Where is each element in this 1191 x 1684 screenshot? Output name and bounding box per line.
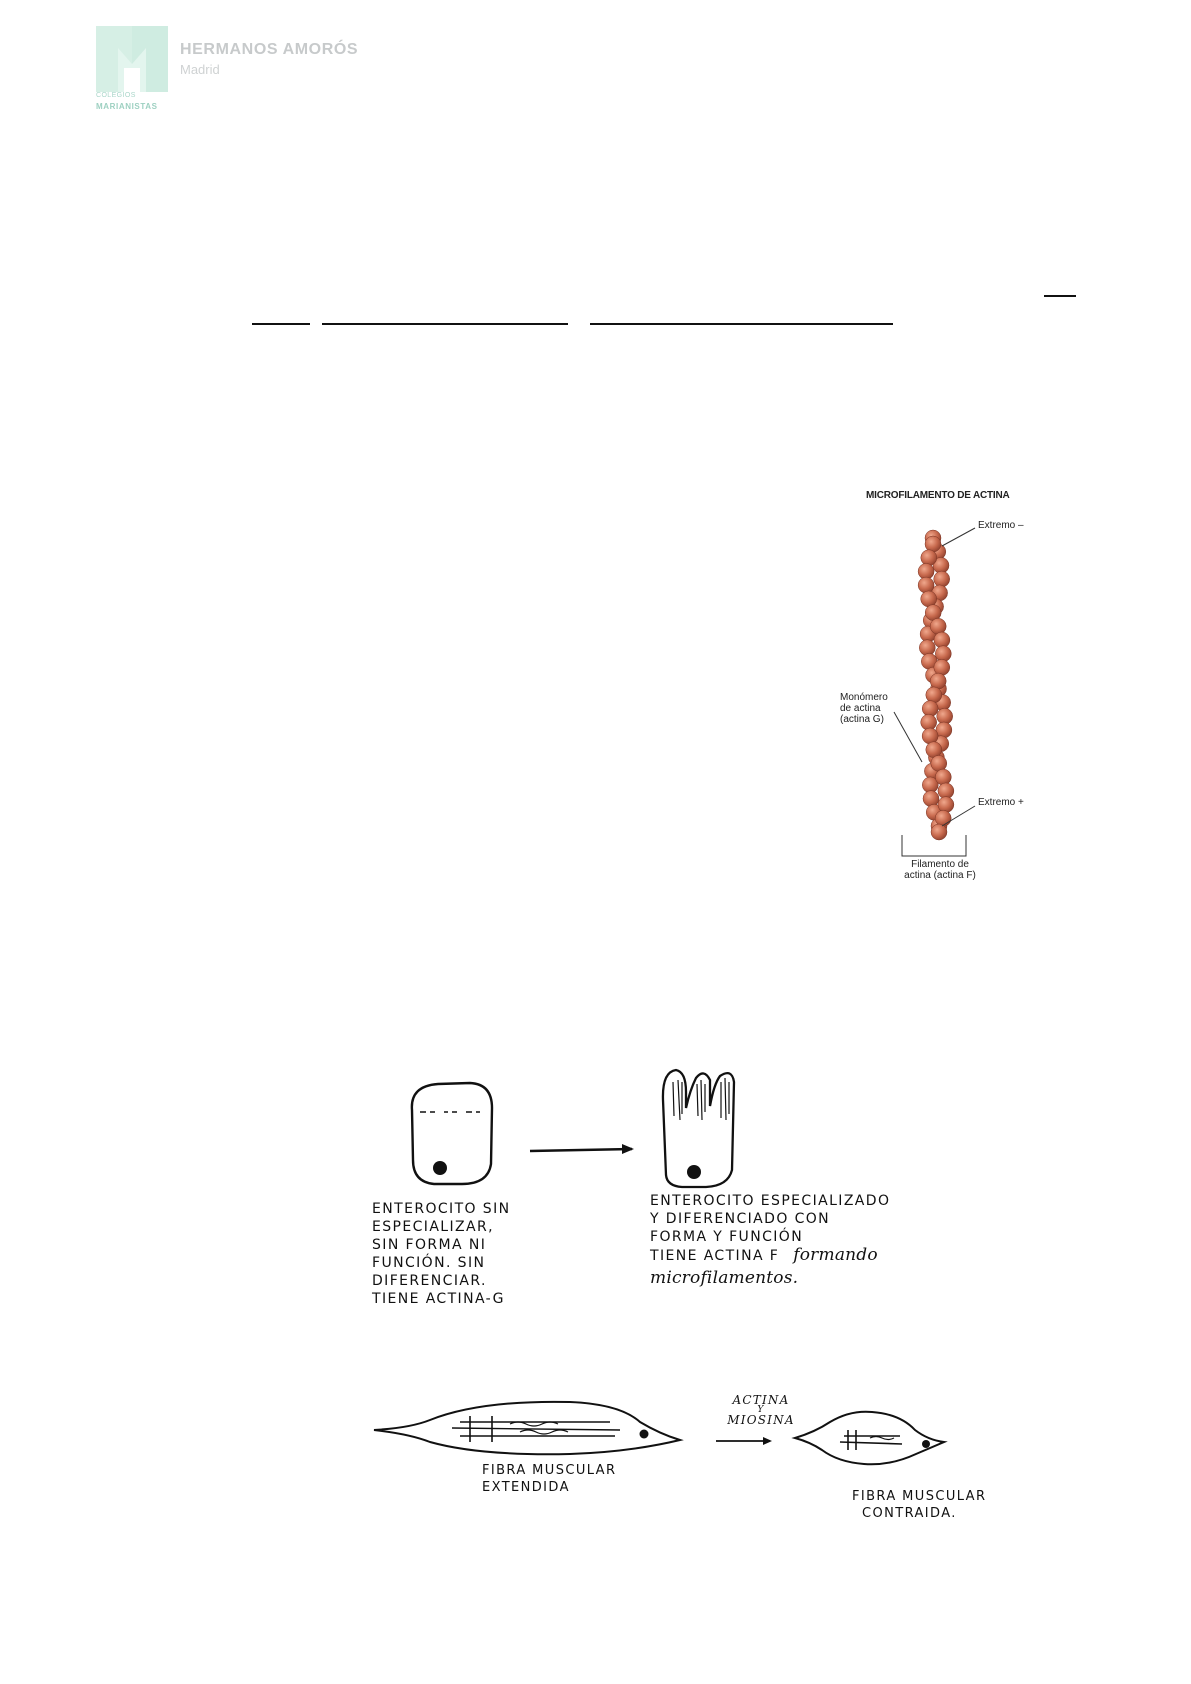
minus-end-label: Extremo – (978, 520, 1024, 531)
actin-monomer-bead (934, 659, 950, 675)
actin-monomer-bead (934, 571, 950, 587)
school-logo (96, 26, 396, 116)
actin-monomer-bead (930, 673, 946, 689)
actin-monomer-bead (918, 577, 934, 593)
underline-rule-1 (252, 323, 310, 325)
actin-monomer-bead (926, 687, 942, 703)
school-logo-mark-icon (96, 26, 168, 92)
differentiation-arrow-icon (530, 1144, 634, 1154)
actin-monomer-bead (923, 791, 939, 807)
enterocyte-sketch (360, 1060, 760, 1200)
actin-monomer-bead (931, 824, 947, 840)
differentiated-caption: ENTEROCITO ESPECIALIZADO Y DIFERENCIADO CON FORMA Y FUNCIÓN TIENE ACTINA F formando microfilamentos. (650, 1193, 891, 1288)
actin-monomer-beads (918, 530, 954, 840)
muscle-fiber-sketch (370, 1390, 970, 1470)
actin-monomer-bead (921, 550, 937, 566)
underline-rule-right (1044, 295, 1076, 297)
underline-rule-2 (322, 323, 568, 325)
actin-microfilament-figure (830, 480, 1050, 890)
extended-fiber-caption: FIBRA MUSCULAR EXTENDIDA (482, 1463, 617, 1495)
filament-label: Filamento de actina (actina F) (904, 859, 976, 881)
actin-figure-title: MICROFILAMENTO DE ACTINA (866, 490, 1010, 501)
contraction-arrow-icon (716, 1437, 772, 1445)
contracted-muscle-fiber-icon (795, 1412, 944, 1465)
actin-monomer-bead (922, 728, 938, 744)
school-city: Madrid (180, 62, 220, 77)
logo-tagline-colegios: COLEGIOS (96, 92, 136, 99)
actin-filament-diagram (830, 480, 1050, 890)
logo-tagline-marianistas: MARIANISTAS (96, 102, 158, 111)
actin-monomer-bead (938, 797, 954, 813)
contracted-fiber-caption: FIBRA MUSCULAR CONTRAIDA. (852, 1489, 987, 1521)
extended-muscle-fiber-icon (374, 1402, 680, 1454)
actin-myosin-label: ACTINA Y MIOSINA (727, 1393, 795, 1427)
undifferentiated-caption: ENTEROCITO SIN ESPECIALIZAR, SIN FORMA NI FUNCIÓN. SIN DIFERENCIAR. TIENE ACTINA-G (372, 1201, 511, 1307)
actin-monomer-bead (930, 618, 946, 634)
actin-monomer-bead (935, 769, 951, 785)
school-name: HERMANOS AMORÓS (180, 41, 359, 58)
undifferentiated-cell-icon (412, 1083, 492, 1184)
monomer-label: Monómero de actina (actina G) (840, 692, 888, 725)
actin-monomer-bead (919, 640, 935, 656)
underline-rule-3 (590, 323, 893, 325)
plus-end-label: Extremo + (978, 797, 1024, 808)
